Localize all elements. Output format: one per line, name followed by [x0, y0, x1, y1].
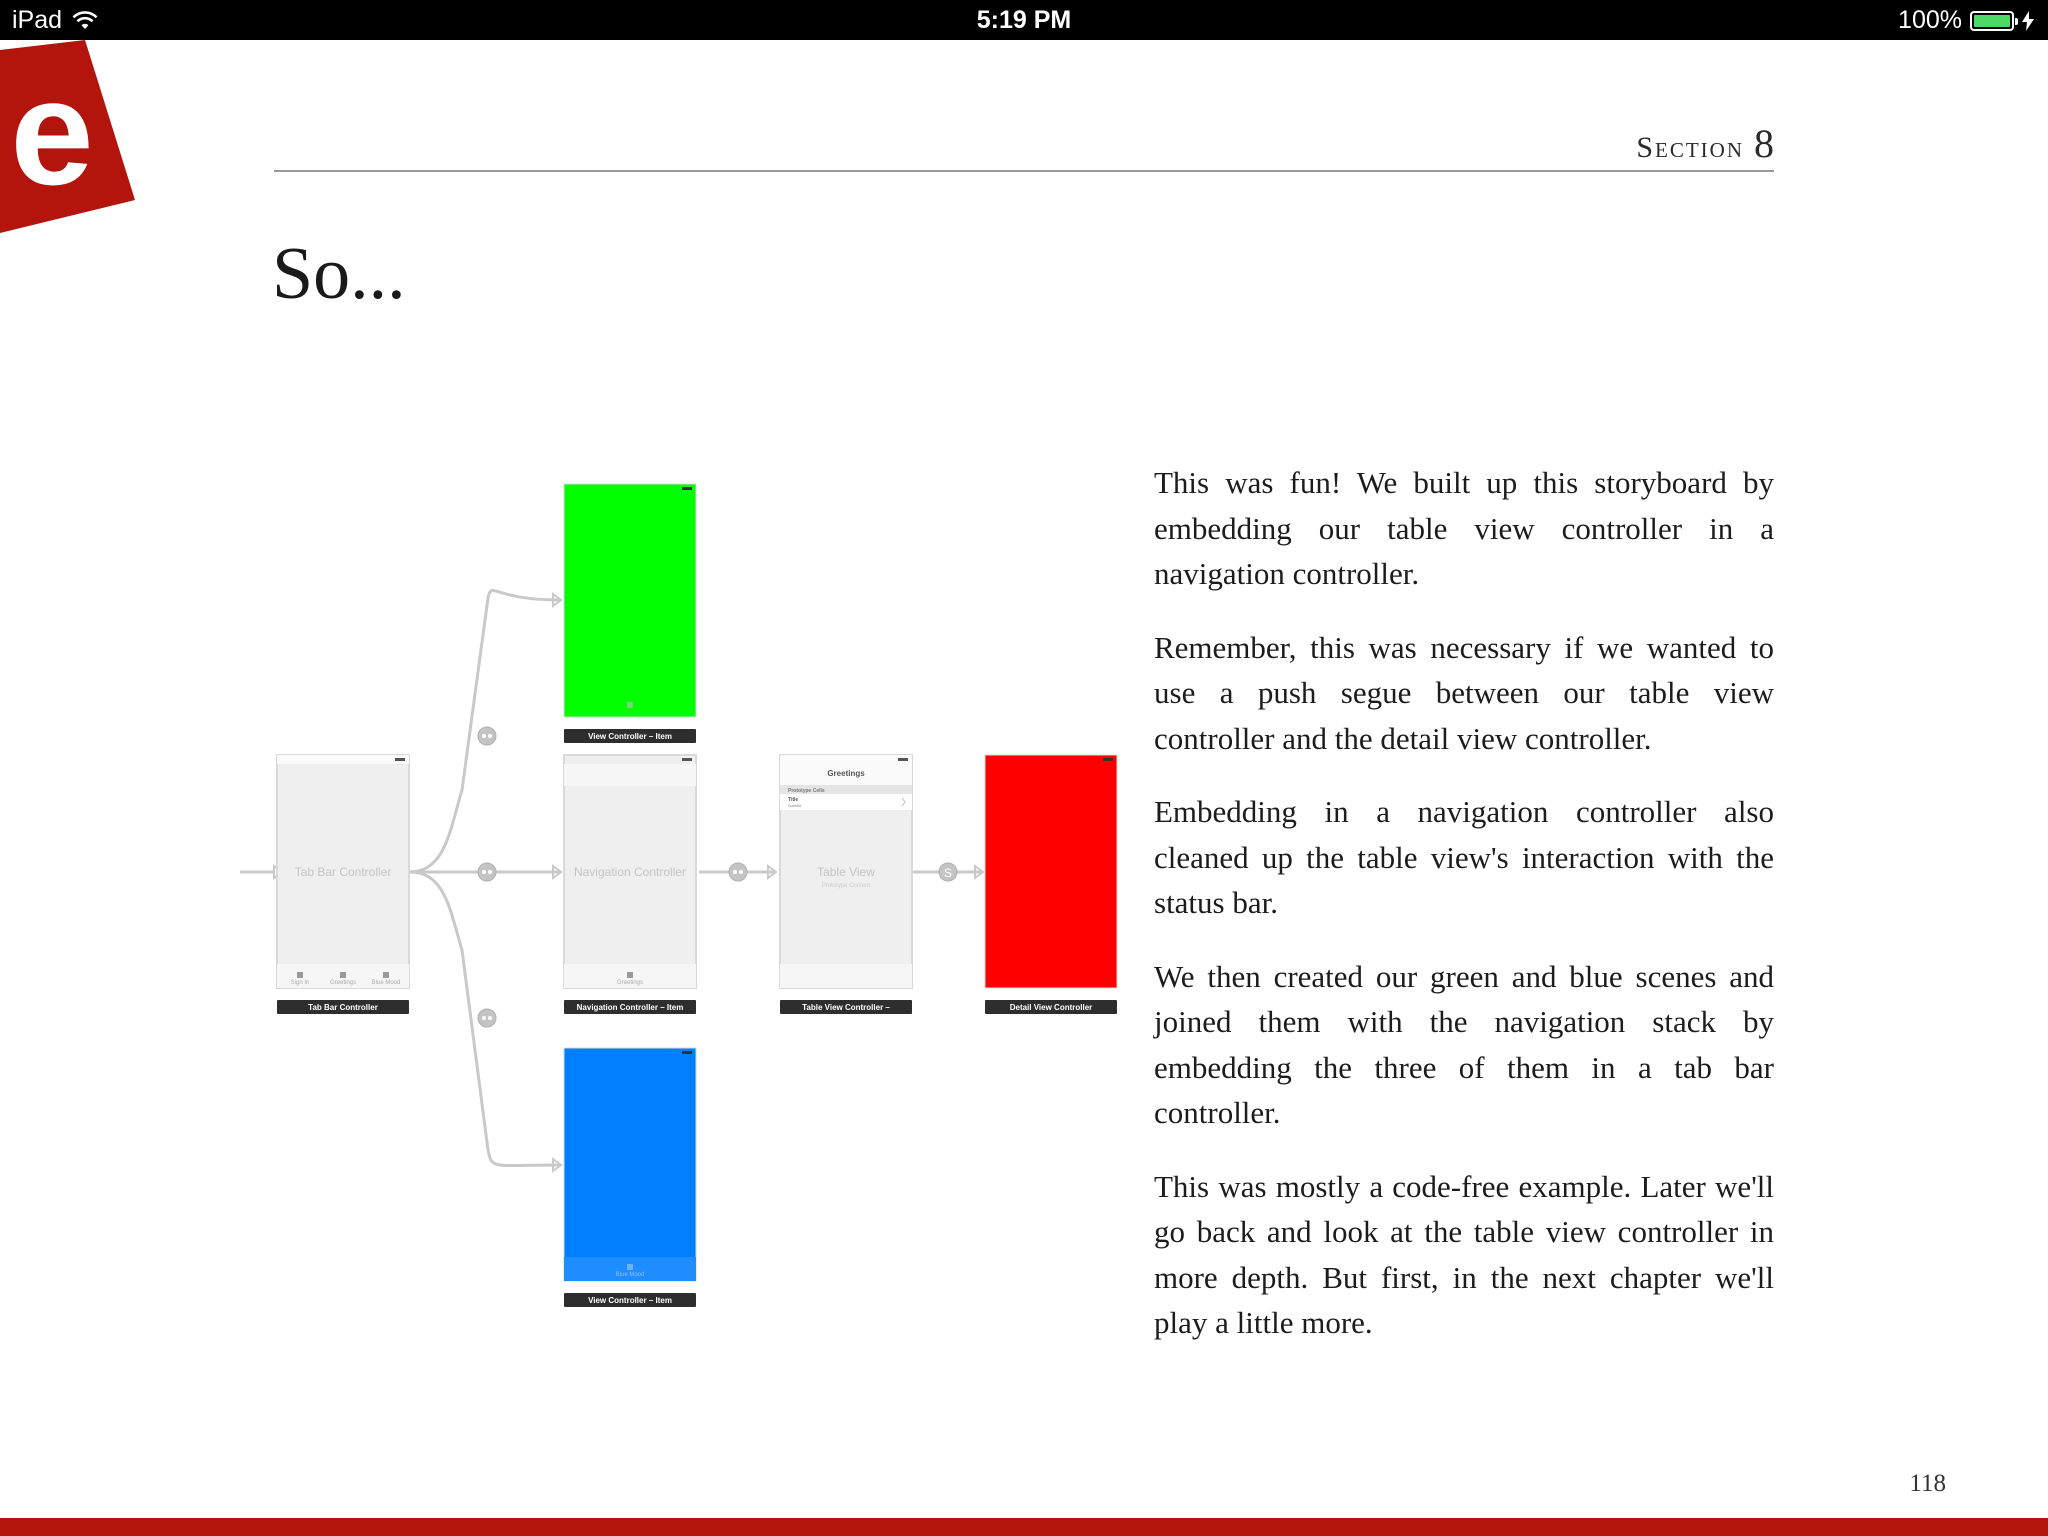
- relationship-segue-icon: [478, 863, 496, 881]
- scene-green-view-controller: [564, 484, 696, 743]
- status-bar-right: [1898, 6, 2034, 35]
- section-header: [274, 120, 1774, 172]
- relationship-segue-icon: [729, 863, 747, 881]
- paragraph: This was mostly a code-free example. Later we'll go back and look at the table view controller in more depth. But first, in the next chapter we'll play a little more.: [1154, 1168, 1774, 1340]
- body-text: [1154, 460, 1774, 1374]
- relationship-segue-icon: [478, 727, 496, 745]
- bottom-accent-bar: [0, 1518, 2048, 1536]
- svg-text:Detail View Controller: Detail View Controller: [1009, 1003, 1093, 1012]
- svg-text:Blue Mood: Blue Mood: [615, 1272, 645, 1278]
- segue-badge-label: S: [943, 866, 953, 880]
- page-number: 118: [1909, 1470, 1946, 1497]
- svg-text:Tab Bar Controller: Tab Bar Controller: [294, 865, 392, 879]
- paragraph: Embedding in a navigation controller also cleaned up the table view's interaction with the status bar.: [1154, 794, 1774, 920]
- svg-text:Table View Controller –: Table View Controller –: [802, 1003, 890, 1012]
- svg-text:View Controller – Item: View Controller – Item: [588, 1296, 672, 1305]
- svg-text:Blue Mood: Blue Mood: [371, 980, 401, 986]
- svg-text:Navigation Controller – Item: Navigation Controller – Item: [576, 1003, 684, 1012]
- svg-text:Greetings: Greetings: [827, 769, 865, 778]
- paragraph: Remember, this was necessary if we wanted to use a push segue between our table view controller and the detail view controller.: [1154, 629, 1774, 756]
- battery-icon: [1970, 11, 2014, 31]
- relationship-segue-icon: [478, 1009, 496, 1027]
- svg-text:Table View: Table View: [817, 865, 875, 879]
- svg-text:Greetings: Greetings: [329, 980, 357, 986]
- paragraph: This was fun! We built up this storyboard by embedding our table view controller in a navigation controller.: [1154, 465, 1774, 591]
- svg-text:Greetings: Greetings: [616, 980, 644, 986]
- scene-table-view-controller: [780, 755, 912, 1014]
- scene-tab-bar-controller: [277, 755, 409, 1014]
- page-title: So...: [272, 233, 406, 315]
- svg-text:Navigation Controller: Navigation Controller: [573, 865, 687, 879]
- svg-text:Title: Title: [788, 797, 799, 803]
- svg-text:Subtitle: Subtitle: [788, 803, 802, 808]
- device-label: iPad: [12, 6, 63, 34]
- svg-text:Prototype Content: Prototype Content: [821, 883, 871, 889]
- svg-text:View Controller – Item: View Controller – Item: [588, 732, 672, 741]
- battery-percent: 100%: [1898, 6, 1962, 34]
- section-label: Section: [1636, 131, 1744, 164]
- clock: 5:19 PM: [976, 6, 1072, 34]
- paragraph: We then created our green and blue scenes and joined them with the navigation stack by embedding the three of them in a tab bar controller.: [1154, 958, 1774, 1130]
- scene-detail-view-controller: [985, 755, 1117, 1014]
- svg-text:Prototype Cells: Prototype Cells: [788, 788, 825, 794]
- publisher-logo: [0, 40, 150, 240]
- storyboard-diagram: [230, 470, 1130, 1320]
- logo-letter: e: [10, 48, 94, 216]
- scene-blue-view-controller: [564, 1048, 696, 1307]
- scene-navigation-controller: [564, 755, 696, 1014]
- svg-text:Sign In: Sign In: [290, 980, 310, 986]
- svg-text:Tab Bar Controller: Tab Bar Controller: [308, 1003, 378, 1012]
- charging-bolt-icon: [2022, 11, 2034, 31]
- status-bar: [0, 0, 2048, 40]
- section-number: 8: [1754, 121, 1774, 166]
